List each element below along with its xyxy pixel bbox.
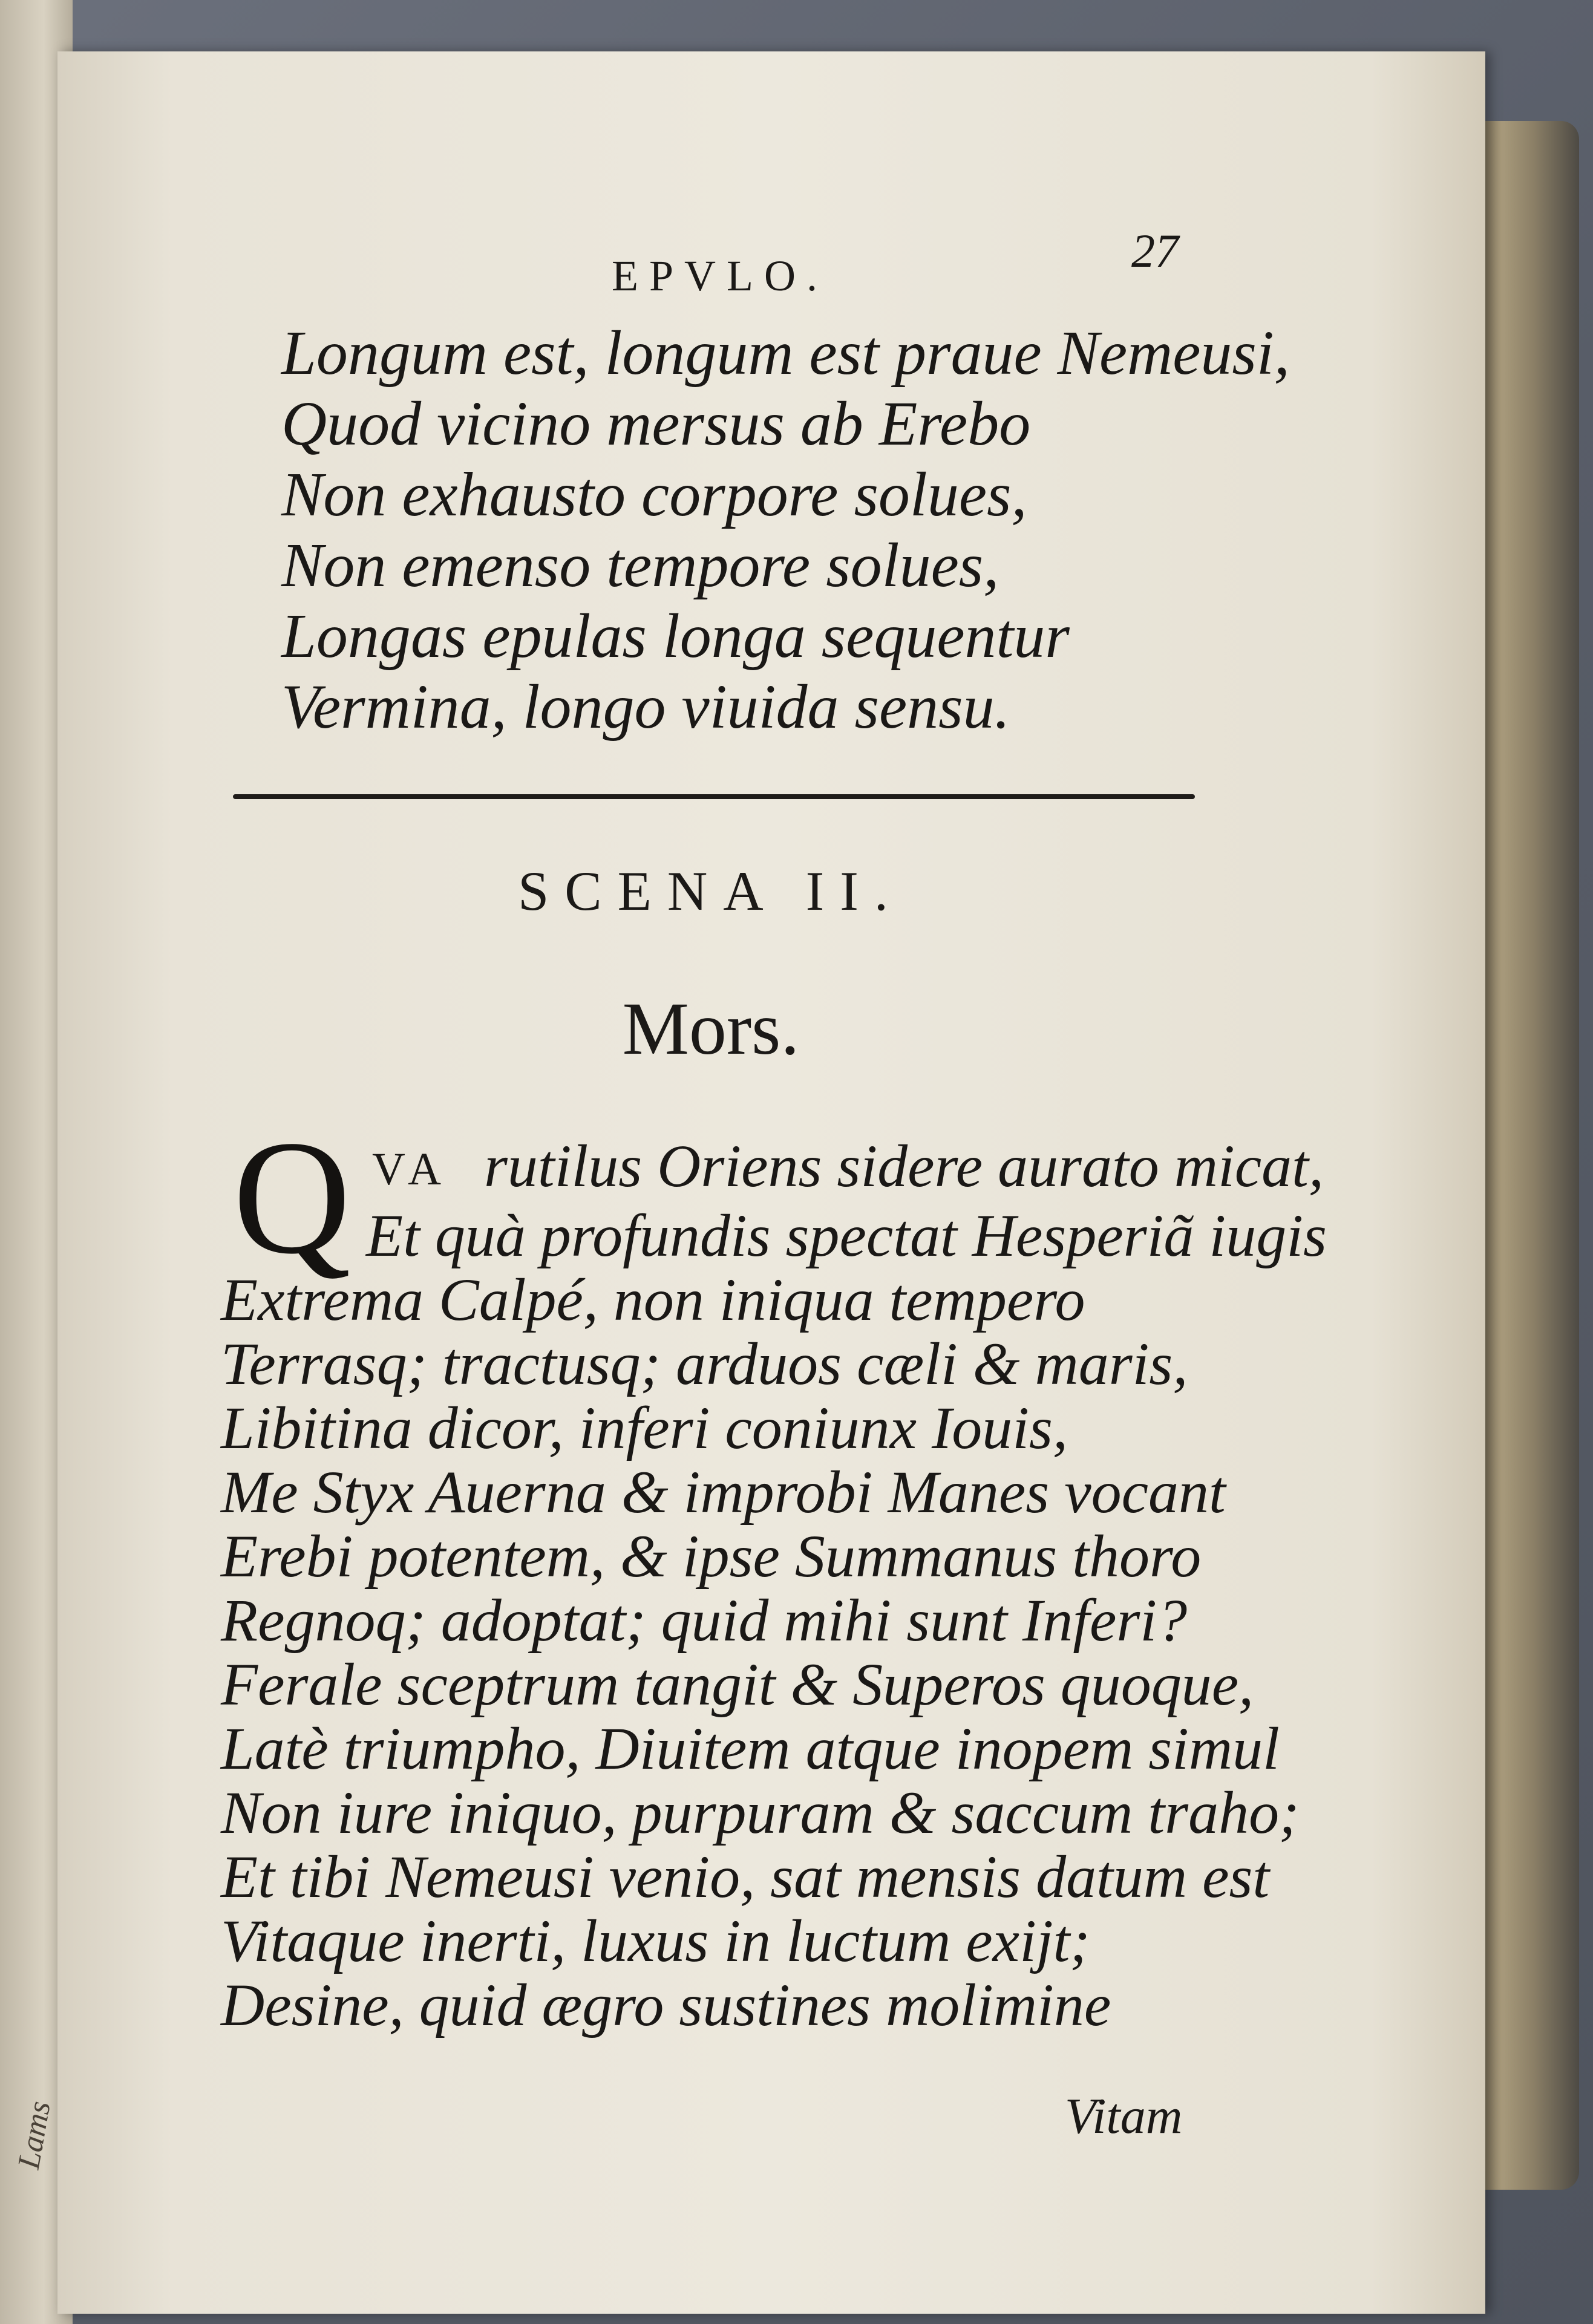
verse-block-top [281,318,1290,742]
verse-line: Longum est, longum est praue Nemeusi, [281,318,1290,388]
drop-cap: Q [233,1107,351,1288]
verse-line: Me Styx Auerna & improbi Manes vocant [221,1458,1226,1526]
verse-line: Et quà profundis spectat Hesperiã iugis [366,1202,1327,1269]
verse-line: Vermina, longo viuida sensu. [281,672,1010,742]
verse-line: Desine, quid ægro sustines molimine [221,1971,1111,2038]
first-word-smallcaps: VA [372,1144,450,1195]
verse-line: Vitaque inerti, luxus in luctum exijt; [221,1907,1090,1974]
verse-line: Quod vicino mersus ab Erebo [281,389,1031,459]
first-line-text: rutilus Oriens sidere aurato micat, [484,1132,1324,1200]
verse-line: Et tibi Nemeusi venio, sat mensis datum est [221,1843,1270,1910]
verse-line: Longas epulas longa sequentur [281,601,1070,671]
scene-title: SCENA II. [518,860,904,922]
verse-line: Ferale sceptrum tangit & Superos quoque, [221,1651,1254,1718]
left-page-fragment: Lams [11,2098,57,2172]
running-head: EPVLO. [612,252,828,300]
verse-line: Terrasq; tractusq; arduos cæli & maris, [221,1330,1188,1397]
verse-line: Libitina dicor, inferi coniunx Iouis, [221,1394,1068,1461]
verse-line: Non emenso tempore solues, [281,530,999,600]
speaker-name: Mors. [622,987,800,1070]
verse-line: Erebi potentem, & ipse Summanus thoro [221,1523,1202,1590]
book-page [57,51,1485,2314]
verse-block-main [221,1204,1327,2037]
verse-line: Latè triumpho, Diuitem atque inopem simul [221,1715,1280,1782]
page-number: 27 [1131,224,1179,277]
catchword: Vitam [1065,2088,1183,2144]
book-fore-edge [1476,121,1579,2190]
verse-line: Non iure iniquo, purpuram & saccum traho; [221,1779,1300,1846]
verse-line: Non exhausto corpore solues, [281,460,1027,529]
section-rule [233,794,1195,799]
verse-line: Regnoq; adoptat; quid mihi sunt Inferi? [221,1587,1188,1654]
verse-line: Extrema Calpé, non iniqua tempero [221,1266,1085,1333]
